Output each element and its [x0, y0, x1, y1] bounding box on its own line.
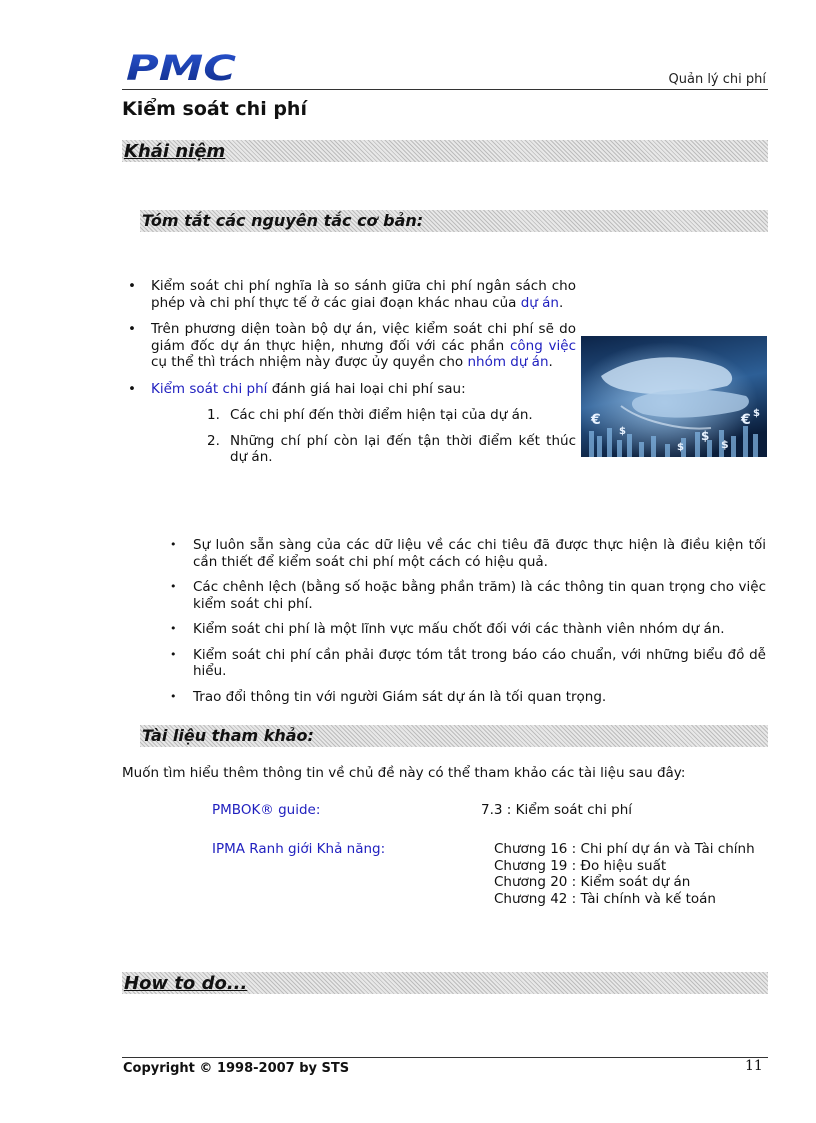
footer-rule	[122, 1057, 768, 1058]
svg-text:$: $	[701, 429, 710, 443]
list-item: • Kiểm soát chi phí là một lĩnh vực mấu chốt đối với các thành viên nhóm dự án.	[170, 621, 766, 638]
reference-chapter: Chương 19 : Đo hiệu suất	[494, 857, 667, 874]
list-item: • Kiểm soát chi phí đánh giá hai loại chi phí sau: 1. Các chi phí đến thời điểm hiện tại của dự án. 2. Những chí phí còn lại đến tận thời điểm kết thúc dự án.	[128, 381, 576, 466]
section-band-howto	[122, 972, 768, 994]
list-item: • Trao đổi thông tin với người Giám sát dự án là tối quan trọng.	[170, 689, 766, 706]
list-item: • Kiểm soát chi phí nghĩa là so sánh giữa chi phí ngân sách cho phép và chi phí thực tế ở các giai đoạn khác nhau của dự án.	[128, 278, 576, 311]
reference-chapter: Chương 16 : Chi phí dự án và Tài chính	[494, 841, 755, 857]
svg-text:$: $	[677, 442, 684, 453]
section-heading-howto: How to do...	[124, 973, 248, 994]
link-nhom-du-an[interactable]: nhóm dự án	[467, 354, 549, 370]
list-item: • Sự luôn sẵn sàng của các dữ liệu về các chi tiêu đã được thực hiện là điều kiện tối cần thiết để kiểm soát chi phí một cách có hiệu quả.	[170, 537, 766, 570]
section-heading-references: Tài liệu tham khảo:	[142, 726, 314, 745]
references-intro: Muốn tìm hiểu thêm thông tin về chủ đề này có thể tham khảo các tài liệu sau đây:	[122, 765, 686, 781]
link-cong-viec[interactable]: công việc	[509, 337, 576, 354]
svg-text:$: $	[721, 438, 729, 451]
finance-hands-photo	[581, 336, 767, 457]
list-item: 1. Các chi phí đến thời điểm hiện tại của dự án.	[207, 407, 533, 423]
svg-text:€: €	[741, 412, 751, 428]
logo-text: PMC	[126, 50, 237, 84]
section-band-concept	[122, 140, 768, 162]
footer-copyright: Copyright © 1998-2007 by STS	[123, 1061, 350, 1076]
reference-value-pmbok: 7.3 : Kiểm soát chi phí	[481, 802, 632, 818]
reference-chapter: Chương 42 : Tài chính và kế toán	[494, 890, 716, 907]
list-item: • Trên phương diện toàn bộ dự án, việc kiểm soát chi phí sẽ do giám đốc dự án thực hiện, nhưng đối với các phần công việc cụ thể thì trách nhiệm này được ủy quyền cho nhóm dự án.	[128, 321, 576, 371]
notes-list	[170, 537, 766, 714]
list-item: 2. Những chí phí còn lại đến tận thời điểm kết thúc dự án.	[207, 432, 576, 465]
link-du-an[interactable]: dự án	[520, 294, 559, 311]
pmc-logo	[126, 50, 238, 84]
header-title: Quản lý chi phí	[668, 72, 766, 87]
page-title: Kiểm soát chi phí	[122, 98, 307, 120]
reference-chapter: Chương 20 : Kiểm soát dự án	[494, 874, 691, 890]
section-band-principles	[140, 210, 768, 232]
section-band-references	[140, 725, 768, 747]
link-kiem-soat-chi-phi[interactable]: Kiểm soát chi phí	[151, 380, 268, 397]
section-heading-principles: Tóm tắt các nguyên tắc cơ bản:	[142, 211, 424, 230]
reference-values-ipma	[494, 841, 755, 907]
list-item: • Kiểm soát chi phí cần phải được tóm tắt trong báo cáo chuẩn, với những biểu đồ dễ hiểu.	[170, 647, 766, 680]
principles-list	[128, 278, 576, 476]
reference-link-pmbok[interactable]: PMBOK® guide:	[212, 802, 321, 818]
header-rule	[122, 89, 768, 90]
svg-text:$: $	[753, 408, 760, 419]
section-heading-concept: Khái niệm	[124, 141, 226, 162]
cost-types-list	[151, 407, 576, 466]
svg-text:$: $	[619, 426, 626, 437]
list-item: • Các chênh lệch (bằng số hoặc bằng phần trăm) là các thông tin quan trọng cho việc kiểm soát chi phí.	[170, 579, 766, 612]
reference-link-ipma[interactable]: IPMA Ranh giới Khả năng:	[212, 841, 386, 857]
svg-text:€: €	[591, 412, 601, 428]
page-number: 11	[745, 1058, 763, 1074]
